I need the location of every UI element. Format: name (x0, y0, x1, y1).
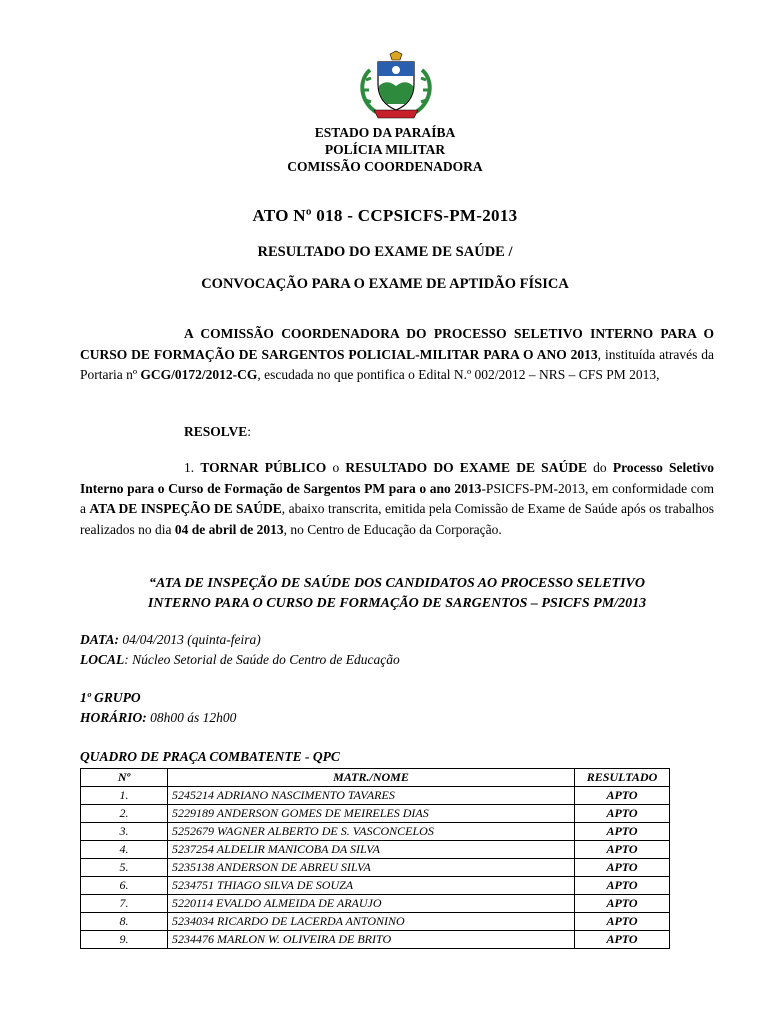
table-row (81, 823, 670, 841)
ata-heading: “ATA DE INSPEÇÃO DE SAÚDE DOS CANDIDATOS AO PROCESSO SELETIVO INTERNO PARA O CURSO DE FORMAÇÃO DE SARGENTOS – PSICFS PM/2013 (147, 576, 647, 611)
row-name: 5252679 WAGNER ALBERTO DE S. VASCONCELOS (168, 823, 575, 841)
row-number: 6. (81, 877, 168, 895)
table-row (81, 859, 670, 877)
row-number: 8. (81, 913, 168, 931)
row-result: APTO (575, 877, 670, 895)
table-caption: QUADRO DE PRAÇA COMBATENTE - QPC (80, 749, 340, 764)
column-header-name: MATR./NOME (168, 769, 575, 787)
table-row (81, 913, 670, 931)
table-row (81, 931, 670, 949)
row-result: APTO (575, 805, 670, 823)
row-number: 9. (81, 931, 168, 949)
resolve-label: RESOLVE: (184, 424, 252, 439)
row-name: 5229189 ANDERSON GOMES DE MEIRELES DIAS (168, 805, 575, 823)
row-result: APTO (575, 859, 670, 877)
coat-of-arms-icon (356, 50, 436, 122)
results-table (80, 768, 670, 949)
row-name: 5245214 ADRIANO NASCIMENTO TAVARES (168, 787, 575, 805)
header-police: POLÍCIA MILITAR (324, 142, 446, 157)
schedule-line: HORÁRIO: 08h00 ás 12h00 (80, 710, 237, 725)
table-row (81, 787, 670, 805)
row-result: APTO (575, 823, 670, 841)
row-name: 5234751 THIAGO SILVA DE SOUZA (168, 877, 575, 895)
table-row (81, 895, 670, 913)
row-name: 5234034 RICARDO DE LACERDA ANTONINO (168, 913, 575, 931)
row-name: 5234476 MARLON W. OLIVEIRA DE BRITO (168, 931, 575, 949)
row-number: 1. (81, 787, 168, 805)
header-commission: COMISSÃO COORDENADORA (287, 159, 483, 174)
act-title: ATO Nº 018 - CCPSICFS-PM-2013 (252, 206, 518, 225)
row-result: APTO (575, 913, 670, 931)
row-result: APTO (575, 841, 670, 859)
column-header-number: Nº (81, 769, 168, 787)
item-1-paragraph: 1. TORNAR PÚBLICO o RESULTADO DO EXAME DE SAÚDE do Processo Seletivo Interno para o Curso de Formação de Sargentos PM para o ano 2013-PSICFS-PM-2013, em conformidade com a ATA DE INSPEÇÃO DE SAÚDE, abaixo transcrita, emitida pela Comissão de Exame de Saúde após os trabalhos realizados no dia 04 de abril de 2013, no Centro de Educação da Corporação. (80, 460, 714, 537)
row-number: 7. (81, 895, 168, 913)
location-line: LOCAL: Núcleo Setorial de Saúde do Centro de Educação (80, 652, 400, 667)
group-label: 1º GRUPO (80, 690, 141, 705)
table-header-row (81, 769, 670, 787)
header-state: ESTADO DA PARAÍBA (314, 125, 456, 140)
column-header-result: RESULTADO (575, 769, 670, 787)
subtitle-result: RESULTADO DO EXAME DE SAÚDE / (257, 244, 513, 260)
table-row (81, 805, 670, 823)
row-name: 5220114 EVALDO ALMEIDA DE ARAUJO (168, 895, 575, 913)
row-number: 2. (81, 805, 168, 823)
row-number: 4. (81, 841, 168, 859)
date-line: DATA: 04/04/2013 (quinta-feira) (80, 632, 261, 647)
row-result: APTO (575, 787, 670, 805)
subtitle-convocation: CONVOCAÇÃO PARA O EXAME DE APTIDÃO FÍSICA (201, 276, 569, 292)
row-name: 5237254 ALDELIR MANICOBA DA SILVA (168, 841, 575, 859)
row-number: 3. (81, 823, 168, 841)
intro-paragraph: A COMISSÃO COORDENADORA DO PROCESSO SELETIVO INTERNO PARA O CURSO DE FORMAÇÃO DE SARGENTOS POLICIAL-MILITAR PARA O ANO 2013, instituída através da Portaria nº GCG/0172/2012-CG, escudada no que pontifica o Edital N.º 002/2012 – NRS – CFS PM 2013, (80, 326, 715, 382)
table-row (81, 877, 670, 895)
table-row (81, 841, 670, 859)
row-name: 5235138 ANDERSON DE ABREU SILVA (168, 859, 575, 877)
row-result: APTO (575, 895, 670, 913)
row-number: 5. (81, 859, 168, 877)
row-result: APTO (575, 931, 670, 949)
